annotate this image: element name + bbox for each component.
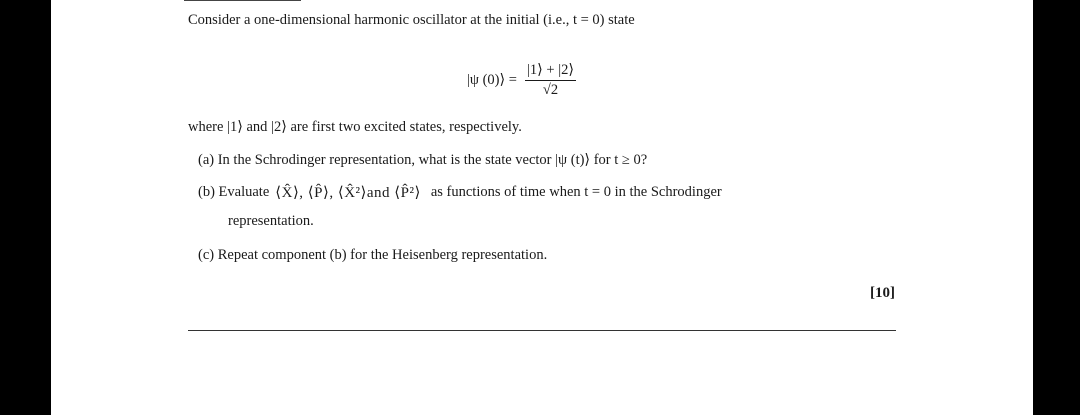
marks-label: [10] (870, 285, 895, 301)
top-divider (184, 0, 301, 1)
equation-lhs: |ψ (0)⟩ = (467, 72, 517, 88)
part-a: (a) In the Schrodinger representation, what is the state vector |ψ (t)⟩ for t ≥ 0? (198, 152, 648, 168)
question-intro: Consider a one-dimensional harmonic oscillator at the initial (i.e., t = 0) state (188, 12, 635, 28)
part-b-continuation: representation. (228, 213, 314, 229)
part-b-expectation-values: ⟨X̂⟩, ⟨P̂⟩, ⟨X̂²⟩and ⟨P̂²⟩ (275, 185, 421, 201)
fraction-numerator: |1⟩ + |2⟩ (525, 62, 576, 81)
fraction-denominator: √2 (542, 82, 559, 98)
initial-state-equation (467, 62, 576, 99)
part-b (198, 183, 722, 202)
part-c: (c) Repeat component (b) for the Heisenberg representation. (198, 247, 548, 263)
part-b-rest: as functions of time when t = 0 in the Schrodinger (430, 184, 722, 200)
part-b-label: (b) Evaluate (198, 184, 270, 200)
document-page (51, 0, 1033, 415)
bottom-divider (188, 330, 896, 331)
equation-fraction (525, 62, 576, 99)
where-statement: where |1⟩ and |2⟩ are first two excited states, respectively. (188, 119, 522, 135)
